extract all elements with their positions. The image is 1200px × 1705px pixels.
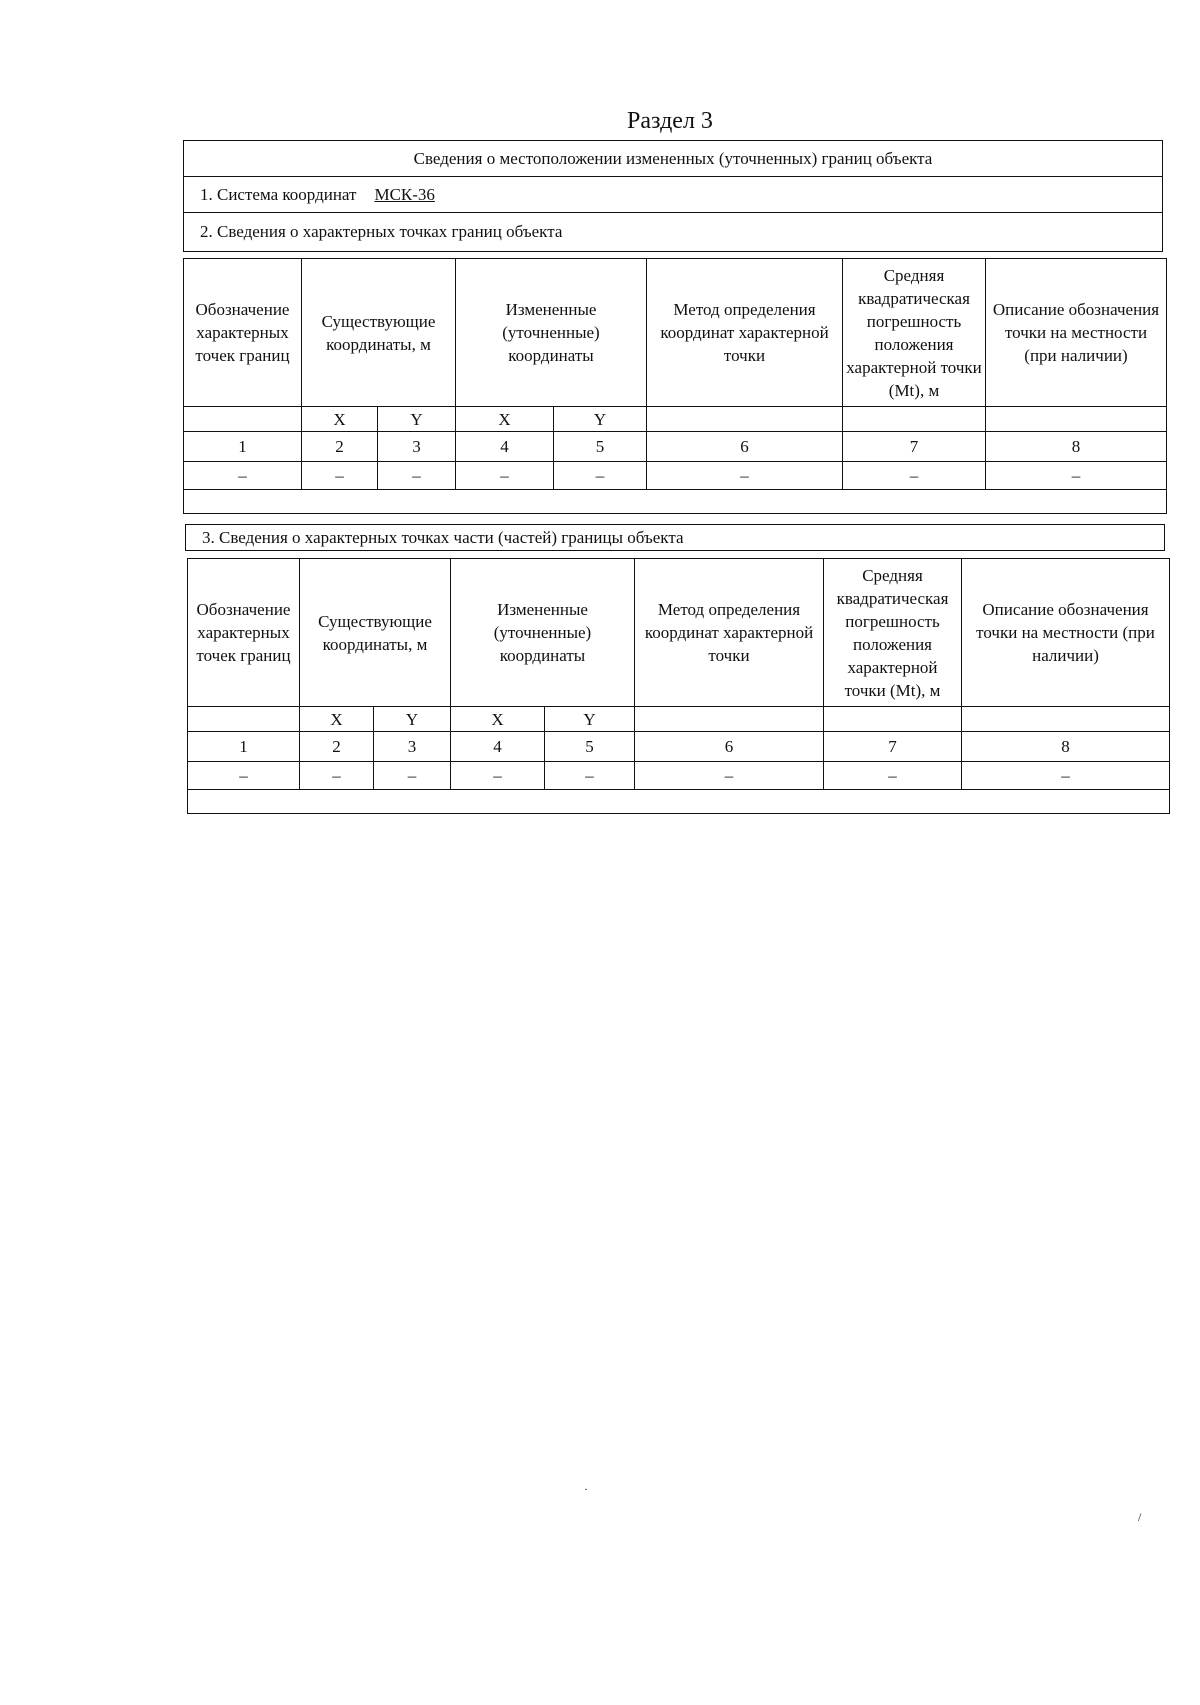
section-header <box>183 140 1163 252</box>
column-number: 8 <box>962 732 1170 762</box>
column-number: 2 <box>300 732 374 762</box>
column-number: 6 <box>635 732 824 762</box>
col-header-mt: Средняя квадратическая погрешность положения характерной точки (Mt), м <box>824 559 962 707</box>
col-header-point-id: Обозначение характерных точек границ <box>188 559 300 707</box>
col-header-changed-coords: Измененные (уточненные) координаты <box>456 259 647 407</box>
x-label: X <box>300 707 374 732</box>
col-header-description: Описание обозначения точки на местности (при наличии) <box>986 259 1167 407</box>
col-header-method: Метод определения координат характерной точки <box>635 559 824 707</box>
coord-system-value: МСК-36 <box>374 184 435 204</box>
dash-cell: – <box>374 762 451 790</box>
y-label: Y <box>374 707 451 732</box>
column-number: 7 <box>824 732 962 762</box>
dash-cell: – <box>300 762 374 790</box>
empty-row <box>188 790 1170 814</box>
column-number: 1 <box>188 732 300 762</box>
column-number: 2 <box>302 432 378 462</box>
table-cell <box>184 407 302 432</box>
col-header-point-id: Обозначение характерных точек границ <box>184 259 302 407</box>
column-number: 5 <box>554 432 647 462</box>
table-row <box>184 462 1167 490</box>
table-row <box>188 762 1170 790</box>
table-cell <box>635 707 824 732</box>
boundary-points-table <box>183 258 1167 514</box>
coord-system-row <box>184 177 1162 213</box>
dash-cell: – <box>647 462 843 490</box>
column-number: 1 <box>184 432 302 462</box>
dash-cell: – <box>378 462 456 490</box>
col-header-existing-coords: Существующие координаты, м <box>302 259 456 407</box>
column-number: 5 <box>545 732 635 762</box>
col-header-changed-coords: Измененные (уточненные) координаты <box>451 559 635 707</box>
dash-cell: – <box>824 762 962 790</box>
y-label: Y <box>545 707 635 732</box>
dash-cell: – <box>302 462 378 490</box>
dash-cell: – <box>554 462 647 490</box>
column-number: 4 <box>451 732 545 762</box>
points-label: 2. Сведения о характерных точках границ объекта <box>200 222 563 241</box>
section3-label: 3. Сведения о характерных точках части (частей) границы объекта <box>185 524 1165 551</box>
column-number: 3 <box>374 732 451 762</box>
col-header-existing-coords: Существующие координаты, м <box>300 559 451 707</box>
table-cell <box>986 407 1167 432</box>
section-heading: Сведения о местоположении измененных (уточненных) границ объекта <box>184 141 1162 177</box>
col-header-mt: Средняя квадратическая погрешность положения характерной точки (Mt), м <box>843 259 986 407</box>
empty-row <box>184 490 1167 514</box>
dash-cell: – <box>635 762 824 790</box>
scan-speck: / <box>1138 1510 1142 1524</box>
dash-cell: – <box>184 462 302 490</box>
col-header-description: Описание обозначения точки на местности (при наличии) <box>962 559 1170 707</box>
table-cell <box>824 707 962 732</box>
table-cell <box>188 707 300 732</box>
x-label: X <box>456 407 554 432</box>
y-label: Y <box>378 407 456 432</box>
dash-cell: – <box>188 762 300 790</box>
page-title: Раздел 3 <box>627 108 713 134</box>
table-cell <box>843 407 986 432</box>
x-label: X <box>451 707 545 732</box>
scan-speck: · <box>584 1482 588 1496</box>
dash-cell: – <box>986 462 1167 490</box>
column-number: 8 <box>986 432 1167 462</box>
dash-cell: – <box>962 762 1170 790</box>
part-boundary-points-table <box>187 558 1170 814</box>
column-number: 3 <box>378 432 456 462</box>
table-cell <box>962 707 1170 732</box>
col-header-method: Метод определения координат характерной точки <box>647 259 843 407</box>
column-number: 6 <box>647 432 843 462</box>
coord-system-label: 1. Система координат <box>200 184 357 204</box>
dash-cell: – <box>456 462 554 490</box>
y-label: Y <box>554 407 647 432</box>
dash-cell: – <box>545 762 635 790</box>
dash-cell: – <box>451 762 545 790</box>
x-label: X <box>302 407 378 432</box>
column-number: 7 <box>843 432 986 462</box>
table-cell <box>647 407 843 432</box>
dash-cell: – <box>843 462 986 490</box>
column-number: 4 <box>456 432 554 462</box>
